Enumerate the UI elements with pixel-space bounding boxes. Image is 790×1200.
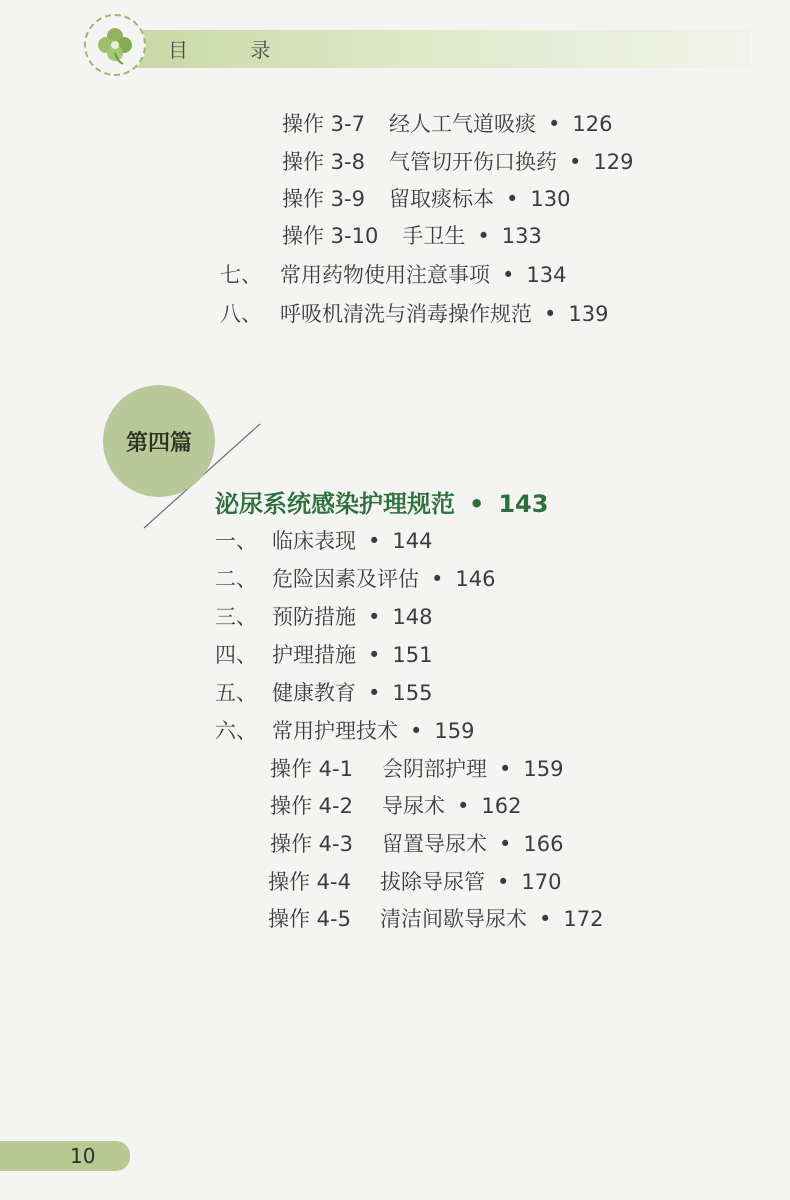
toc-entry[interactable] <box>282 108 612 138</box>
entry-page: 130 <box>530 187 571 211</box>
entry-page: 151 <box>392 643 433 667</box>
leader-dot: • <box>368 605 381 629</box>
leader-dot: • <box>469 490 485 518</box>
entry-page: 139 <box>568 302 609 326</box>
entry-title: 常用药物使用注意事项 <box>280 263 490 287</box>
leader-dot: • <box>368 681 381 705</box>
entry-title: 危险因素及评估 <box>272 567 419 591</box>
toc-entry[interactable] <box>268 866 561 896</box>
entry-title: 会阴部护理 <box>382 757 487 781</box>
leader-dot: • <box>410 719 423 743</box>
toc-entry[interactable] <box>215 639 432 669</box>
header-title: 目 录 <box>168 38 299 62</box>
toc-entry[interactable] <box>215 677 432 707</box>
toc-entry[interactable] <box>215 563 495 593</box>
leader-dot: • <box>477 224 490 248</box>
toc-entry[interactable] <box>220 298 608 328</box>
leader-dot: • <box>502 263 515 287</box>
entry-title: 拔除导尿管 <box>380 870 485 894</box>
leader-dot: • <box>368 643 381 667</box>
entry-page: 129 <box>593 150 634 174</box>
entry-number: 操作 4-3 <box>270 832 353 856</box>
toc-entry[interactable] <box>215 525 432 555</box>
entry-title: 清洁间歇导尿术 <box>380 907 527 931</box>
leader-dot: • <box>497 870 510 894</box>
leader-dot: • <box>499 832 512 856</box>
entry-title: 经人工气道吸痰 <box>388 112 536 136</box>
leader-dot: • <box>568 150 582 174</box>
entry-number: 操作 4-2 <box>270 794 353 818</box>
entry-number: 操作 3-9 <box>282 187 365 211</box>
leader-dot: • <box>499 757 512 781</box>
toc-entry[interactable] <box>270 753 563 783</box>
entry-page: 146 <box>455 567 496 591</box>
part-page: 143 <box>498 490 549 518</box>
part-label: 第四篇 <box>125 430 192 456</box>
page-number-tab <box>0 1141 130 1171</box>
entry-title: 手卫生 <box>402 224 466 248</box>
leader-dot: • <box>457 794 470 818</box>
entry-page: 170 <box>521 870 562 894</box>
leader-dot: • <box>547 112 561 136</box>
toc-entry[interactable] <box>215 715 474 745</box>
entry-title: 常用护理技术 <box>272 719 398 743</box>
entry-number: 操作 4-1 <box>270 757 353 781</box>
entry-title: 健康教育 <box>272 681 356 705</box>
entry-number: 五、 <box>215 681 257 705</box>
entry-number: 操作 4-4 <box>268 870 351 894</box>
entry-page: 166 <box>523 832 564 856</box>
entry-title: 气管切开伤口换药 <box>388 150 557 174</box>
toc-entry[interactable] <box>268 903 603 933</box>
toc-entry[interactable] <box>215 601 432 631</box>
leader-dot: • <box>431 567 444 591</box>
entry-page: 126 <box>572 112 613 136</box>
clover-icon <box>93 23 137 67</box>
entry-title: 护理措施 <box>272 643 356 667</box>
part-title: 泌尿系统感染护理规范 <box>215 490 455 518</box>
entry-number: 八、 <box>220 302 262 326</box>
entry-number: 二、 <box>215 567 257 591</box>
part-heading[interactable] <box>215 484 548 519</box>
entry-number: 操作 4-5 <box>268 907 351 931</box>
toc-entry[interactable] <box>220 259 566 289</box>
part-badge <box>103 385 215 497</box>
entry-number: 操作 3-10 <box>282 224 379 248</box>
entry-title: 导尿术 <box>382 794 445 818</box>
clover-logo <box>84 14 146 76</box>
entry-page: 162 <box>481 794 522 818</box>
entry-title: 留置导尿术 <box>382 832 487 856</box>
page-number: 10 <box>70 1144 96 1168</box>
toc-entry[interactable] <box>282 220 542 250</box>
entry-number: 四、 <box>215 643 257 667</box>
entry-number: 七、 <box>220 263 262 287</box>
entry-page: 159 <box>434 719 475 743</box>
entry-number: 操作 3-8 <box>282 150 365 174</box>
entry-number: 三、 <box>215 605 257 629</box>
entry-title: 预防措施 <box>272 605 356 629</box>
toc-entry[interactable] <box>270 828 563 858</box>
toc-entry[interactable] <box>270 790 521 820</box>
entry-page: 155 <box>392 681 433 705</box>
toc-entry[interactable] <box>282 146 633 176</box>
leader-dot: • <box>505 187 519 211</box>
entry-title: 留取痰标本 <box>388 187 494 211</box>
entry-page: 159 <box>523 757 564 781</box>
leader-dot: • <box>544 302 557 326</box>
entry-page: 133 <box>501 224 542 248</box>
entry-page: 172 <box>563 907 604 931</box>
entry-number: 一、 <box>215 529 257 553</box>
entry-page: 148 <box>392 605 433 629</box>
leader-dot: • <box>368 529 381 553</box>
leader-dot: • <box>539 907 552 931</box>
entry-page: 134 <box>526 263 567 287</box>
entry-number: 操作 3-7 <box>282 112 365 136</box>
entry-title: 呼吸机清洗与消毒操作规范 <box>280 302 532 326</box>
entry-page: 144 <box>392 529 433 553</box>
toc-entry[interactable] <box>282 183 570 213</box>
entry-title: 临床表现 <box>272 529 356 553</box>
entry-number: 六、 <box>215 719 257 743</box>
